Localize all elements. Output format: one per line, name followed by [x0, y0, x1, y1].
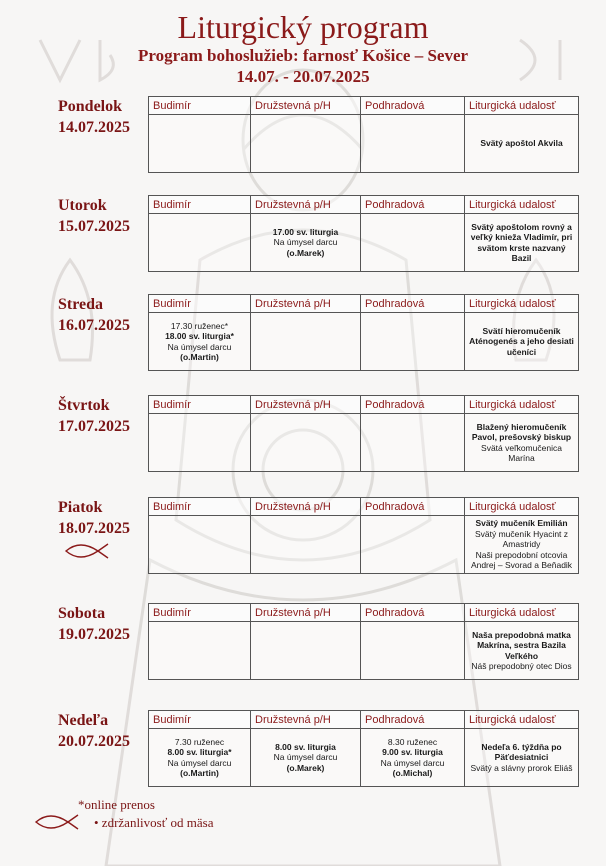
table-cell	[465, 729, 579, 787]
table-cell	[465, 313, 579, 371]
cell-text: Na úmysel darcu	[380, 757, 445, 768]
cell-text: Svätý a slávny prorok Eliáš	[470, 762, 573, 773]
table-cell	[251, 115, 361, 173]
column-header: Družstevná p/H	[251, 196, 361, 214]
legend	[78, 796, 214, 832]
table-row	[149, 622, 579, 680]
table-cell	[465, 214, 579, 272]
table-row	[149, 729, 579, 787]
column-header: Liturgická udalosť	[465, 396, 579, 414]
table-header-row	[149, 604, 579, 622]
cell-text: 18.00 sv. liturgia*	[165, 331, 234, 341]
table-cell	[465, 414, 579, 472]
column-header: Družstevná p/H	[251, 498, 361, 516]
schedule-table	[148, 497, 579, 574]
table-header-row	[149, 196, 579, 214]
cell-text: Nedeľa 6. týždňa po Päťdesiatnici	[481, 741, 562, 763]
cell-text: Blažený hieromučeník Pavol, prešovský biskup	[471, 421, 572, 442]
table-cell	[251, 622, 361, 680]
column-header: Budimír	[149, 196, 251, 214]
day-name: Nedeľa	[58, 712, 109, 729]
day-date: 14.07.2025	[58, 119, 130, 136]
day-date: 18.07.2025	[58, 520, 130, 537]
cell-text: Na úmysel darcu	[273, 237, 338, 248]
column-header: Budimír	[149, 711, 251, 729]
column-header: Podhradová	[361, 604, 465, 622]
table-row	[149, 214, 579, 272]
column-header: Liturgická udalosť	[465, 295, 579, 313]
cell-text: 8.00 sv. liturgia	[275, 741, 336, 752]
column-header: Liturgická udalosť	[465, 711, 579, 729]
column-header: Podhradová	[361, 295, 465, 313]
schedule-table	[148, 195, 579, 272]
table-header-row	[149, 295, 579, 313]
day-label	[58, 96, 130, 138]
table-cell	[251, 516, 361, 574]
table-cell	[149, 729, 251, 787]
column-header: Podhradová	[361, 498, 465, 516]
cell-text: 17.00 sv. liturgia	[272, 226, 339, 237]
legend-online: *online prenos	[78, 797, 155, 812]
cell-text: Svätý mučeník Hyacint z Amastridy	[474, 528, 569, 550]
column-header: Podhradová	[361, 396, 465, 414]
column-header: Družstevná p/H	[251, 97, 361, 115]
column-header: Liturgická udalosť	[465, 498, 579, 516]
table-cell	[251, 313, 361, 371]
cell-text: Na úmysel darcu	[167, 757, 232, 768]
table-cell	[149, 516, 251, 574]
column-header: Podhradová	[361, 711, 465, 729]
day-name: Pondelok	[58, 98, 123, 115]
table-header-row	[149, 396, 579, 414]
table-cell	[361, 414, 465, 472]
column-header: Družstevná p/H	[251, 295, 361, 313]
schedule-table	[148, 294, 579, 371]
column-header: Budimír	[149, 97, 251, 115]
column-header: Liturgická udalosť	[465, 604, 579, 622]
table-row	[149, 313, 579, 371]
column-header: Budimír	[149, 498, 251, 516]
cell-text: (o.Martin)	[180, 768, 219, 778]
cell-text: Svätý mučeník Emilián	[475, 518, 568, 529]
table-cell	[465, 622, 579, 680]
table-cell	[465, 516, 579, 574]
table-cell	[149, 622, 251, 680]
column-header: Družstevná p/H	[251, 604, 361, 622]
day-name: Sobota	[58, 605, 106, 622]
day-label	[58, 497, 130, 539]
day-label	[58, 294, 130, 336]
table-header-row	[149, 97, 579, 115]
schedule-table	[148, 96, 579, 173]
column-header: Podhradová	[361, 97, 465, 115]
day-name: Utorok	[58, 197, 107, 214]
column-header: Družstevná p/H	[251, 711, 361, 729]
column-header: Budimír	[149, 295, 251, 313]
day-date: 19.07.2025	[58, 626, 130, 643]
column-header: Budimír	[149, 396, 251, 414]
column-header: Budimír	[149, 604, 251, 622]
table-cell	[149, 214, 251, 272]
column-header: Podhradová	[361, 196, 465, 214]
cell-text: 7.30 ruženec	[174, 736, 225, 747]
table-row	[149, 516, 579, 574]
day-date: 20.07.2025	[58, 733, 130, 750]
table-cell	[149, 115, 251, 173]
day-label	[58, 710, 130, 752]
cell-text: Naša prepodobná matka Makrína, sestra Bazila Veľkého	[472, 629, 571, 661]
cell-text: 8.00 sv. liturgia*	[167, 747, 232, 757]
day-label	[58, 395, 130, 437]
table-cell	[251, 414, 361, 472]
table-row	[149, 414, 579, 472]
cell-text: Svätá veľkomučenica Marína	[481, 442, 562, 463]
cell-text: Na úmysel darcu	[273, 752, 338, 763]
column-header: Liturgická udalosť	[465, 196, 579, 214]
day-date: 17.07.2025	[58, 418, 130, 435]
cell-text: (o.Marek)	[286, 247, 325, 258]
fish-icon	[64, 541, 110, 561]
day-name: Piatok	[58, 499, 103, 516]
table-header-row	[149, 711, 579, 729]
page-title: Liturgický program	[177, 9, 429, 45]
table-cell	[251, 214, 361, 272]
cell-text: 9.00 sv. liturgia	[382, 747, 443, 757]
schedule-table	[148, 395, 579, 472]
table-cell	[361, 516, 465, 574]
day-name: Štvrtok	[58, 397, 110, 414]
day-name: Streda	[58, 296, 104, 313]
table-cell	[361, 214, 465, 272]
cell-text: Náš prepodobný otec Dios	[471, 661, 572, 671]
table-header-row	[149, 498, 579, 516]
legend-fast: • zdržanlivosť od mäsa	[94, 815, 214, 830]
day-date: 15.07.2025	[58, 218, 130, 235]
day-label	[58, 603, 130, 645]
page-subtitle: Program bohoslužieb: farnosť Košice – Sever	[137, 46, 469, 65]
table-row	[149, 115, 579, 173]
cell-text: Naši prepodobní otcovia Andrej – Svorad a Beňadik	[470, 549, 573, 571]
day-date: 16.07.2025	[58, 317, 130, 334]
table-cell	[361, 622, 465, 680]
column-header: Družstevná p/H	[251, 396, 361, 414]
fish-icon	[34, 812, 80, 832]
table-cell	[251, 729, 361, 787]
cell-text: Svätý apoštol Akvila	[480, 138, 563, 149]
schedule-table	[148, 710, 579, 787]
schedule-table	[148, 603, 579, 680]
table-cell	[465, 115, 579, 173]
table-cell	[149, 313, 251, 371]
table-cell	[149, 414, 251, 472]
cell-text: Na úmysel darcu	[167, 341, 232, 352]
table-cell	[361, 115, 465, 173]
cell-text: (o.Marek)	[286, 762, 325, 773]
date-range: 14.07. - 20.07.2025	[236, 67, 370, 86]
table-cell	[361, 313, 465, 371]
cell-text: Svätí hieromučeník Aténogenés a jeho desiati učeníci	[469, 325, 574, 357]
page-header	[0, 8, 606, 87]
cell-text: (o.Michal)	[392, 768, 433, 778]
table-cell	[361, 729, 465, 787]
cell-text: 8.30 ruženec	[387, 736, 438, 747]
day-label	[58, 195, 130, 237]
cell-text: 17.30 ruženec*	[170, 320, 229, 331]
cell-text: (o.Martin)	[180, 352, 219, 362]
cell-text: Svätý apoštolom rovný a veľký knieža Vladimír, pri svätom krste nazvaný Bazil	[470, 221, 573, 263]
column-header: Liturgická udalosť	[465, 97, 579, 115]
